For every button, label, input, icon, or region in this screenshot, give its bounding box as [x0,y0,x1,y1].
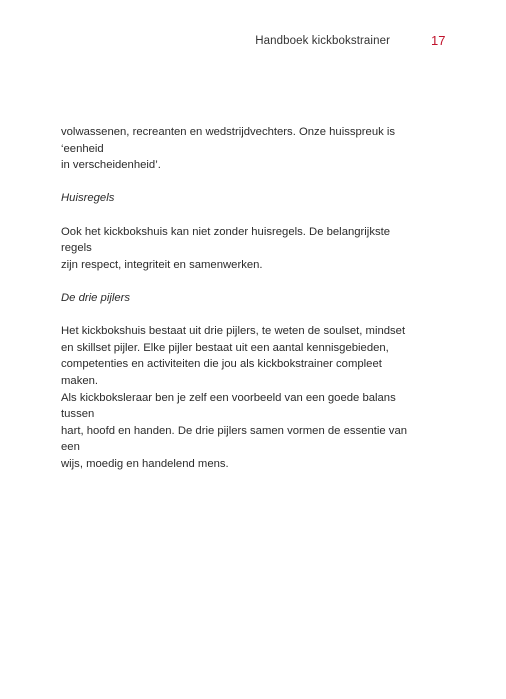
text-line: zijn respect, integriteit en samenwerken. [61,258,263,271]
text-line: hart, hoofd en handen. De drie pijlers samen vormen de essentie van een [61,424,408,454]
running-header [0,33,506,53]
page-content [61,124,421,472]
text-line: Als kickboksleraar ben je zelf een voorbeeld van een goede balans tussen [61,391,396,421]
text-line: wijs, moedig en handelend mens. [61,457,229,470]
huisregels-paragraph [61,224,421,274]
page-number: 17 [431,33,446,48]
intro-paragraph [61,124,421,174]
text-line: Ook het kickbokshuis kan niet zonder huisregels. De belangrijkste regels [61,225,391,255]
text-line: in verscheidenheid’. [61,159,161,172]
section-heading-drie-pijlers: De drie pijlers [61,291,131,304]
text-line: en skillset pijler. Elke pijler bestaat uit een aantal kennisgebieden, [61,341,389,354]
header-title: Handboek kickbokstrainer [255,35,390,47]
text-line: competenties en activiteiten die jou als kickbokstrainer compleet maken. [61,358,382,387]
text-line: volwassenen, recreanten en wedstrijdvechters. Onze huisspreuk is ‘eenheid [61,126,396,155]
section-heading-huisregels: Huisregels [61,192,115,205]
text-line: Het kickbokshuis bestaat uit drie pijlers, te weten de soulset, mindset [61,325,406,338]
drie-pijlers-paragraph [61,323,421,472]
